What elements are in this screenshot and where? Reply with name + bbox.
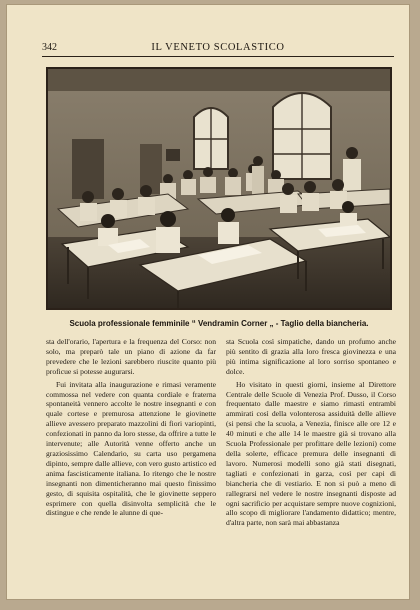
paragraph: Fui invitata alla inaugurazione e rimasi veramente commossa nel vedere con quanta cordiale e fraterna spontaneità vennero accolte le nostre insegnanti e con quale cortese e premurosa attenzione le giovinette allieve avessero preparato mazzolini di fiori variopinti, confezionati in panno da loro stesse, da offrire a tutte le intervenute; alle Autorità venne offerto anche un graziosissimo Calendario, su carta uso pergamena dipinto, sempre dalle allieve, con vero gusto artistico ed anima fascisticamente italiana. Io ritengo che le nostre insegnanti non dimenticheranno mai questo finissimo gesto, di squisita ospitalità, che le giovinette seppero esprimere con quella disinvolta semplicità che le distingue e che rende le alunne di que- xyxy=(46,379,216,518)
paragraph: sta dell'orario, l'apertura e la frequenza del Corso: non solo, ma preparò tale un piano di azione da far prevedere che le lezioni sarebbero riuscite quanto più proficue si potesse augurarsi. xyxy=(46,337,216,376)
running-title: IL VENETO SCOLASTICO xyxy=(151,42,285,53)
magazine-page xyxy=(6,4,410,600)
paragraph: sta Scuola così simpatiche, dando un profumo anche più sentito di grazia alla loro fresca giovinezza e una più intima significazione al loro sorriso spontaneo e dolce. xyxy=(226,337,396,376)
text-column-left xyxy=(46,337,216,518)
paragraph: Ho visitato in questi giorni, insieme al Direttore Centrale delle Scuole di Venezia Prof. Dusso, il Corso frequentato dalle maestre e siamo rimasti entrambi ammirati così della volonterosa assiduità delle allieve (si pensi che la scuola, a Venezia, finisce alle ore 12 e 40 minuti e che alle 14 le maestre già si trovano alla Scuola Professionale per profittare delle lezioni) come della solerte, efficace premura delle insegnanti di lavoro. Numerosi modelli sono già stati disegnati, tagliati e confezionati in garza, così per capi di biancheria che di vestiario. E non si può a meno di rallegrarsi nel vedere le nostre insegnanti disposte ad ogni sacrificio per acquistare sempre nuove cognizioni, allo scopo di migliorare l'andamento didattico; mentre, d'altra parte, non sarà mai abbastanza xyxy=(226,379,396,528)
classroom-photo xyxy=(46,67,392,310)
classroom-photo-illustration xyxy=(48,69,390,308)
page-number: 342 xyxy=(42,42,57,53)
text-column-right xyxy=(226,337,396,528)
page-header xyxy=(42,42,394,57)
photo-caption: Scuola professionale femminile “ Vendramin Corner „ - Taglio della biancheria. xyxy=(69,319,369,328)
